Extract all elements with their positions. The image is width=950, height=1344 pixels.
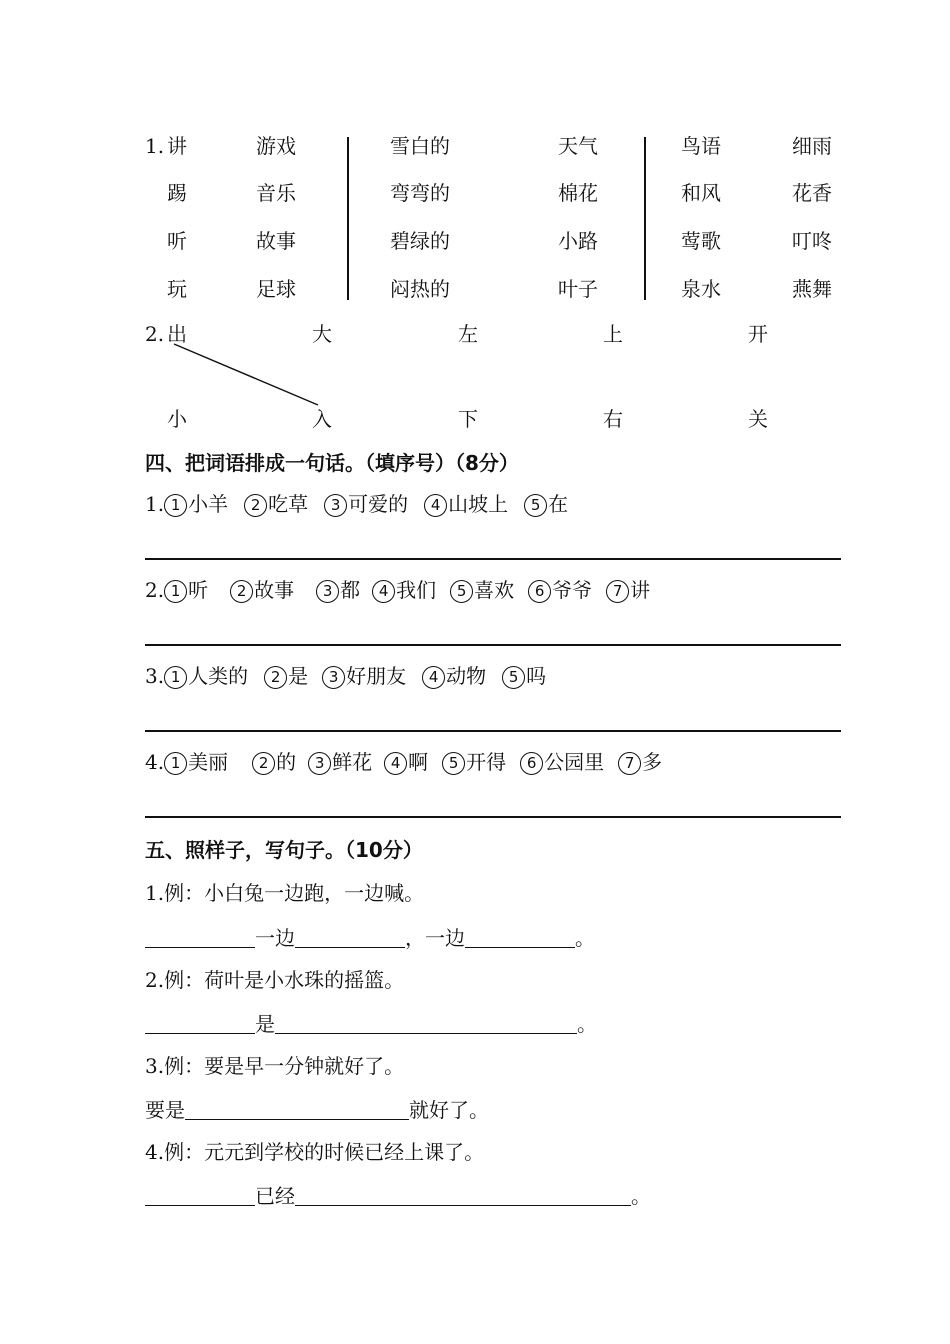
option [316,580,360,603]
circled-number: 5 [450,580,473,603]
bottom-word: 入 [312,407,332,431]
bottom-word: 右 [603,407,623,431]
example-sentence-4: 4.例：元元到学校的时候已经上课了。 [145,1140,485,1164]
question-number: 2. [145,578,165,602]
section4-question-4 [145,752,678,775]
blank[interactable] [465,927,575,948]
word: 故事 [256,229,296,253]
option-word: 好朋友 [346,664,407,688]
matching2-number: 2. [145,322,165,346]
fill-sentence-3 [145,1099,489,1120]
fill-text: 是 [255,1012,275,1036]
word: 足球 [256,277,296,301]
option-word: 我们 [396,578,437,602]
word: 闷热的 [390,277,450,301]
option-word: 啊 [408,750,429,774]
option-word: 讲 [630,578,651,602]
option [230,580,294,603]
word: 燕舞 [792,277,832,301]
circled-number: 1 [164,666,187,689]
fill-sentence-4 [145,1185,651,1206]
option-word: 吗 [526,664,547,688]
circled-number: 1 [164,494,187,517]
word: 游戏 [256,134,296,158]
option [164,494,228,517]
circled-number: 2 [264,666,287,689]
word: 讲 [167,134,187,158]
question-number: 3. [145,664,165,688]
word: 踢 [167,181,187,205]
option-word: 动物 [446,664,487,688]
word: 和风 [681,181,721,205]
option-word: 美丽 [188,750,229,774]
option-word: 可爱的 [348,492,409,516]
matching1-number: 1. [145,134,165,158]
section4-question-2 [145,580,666,603]
blank[interactable] [295,927,405,948]
question-number: 1. [145,492,165,516]
fill-text: ，一边 [405,926,465,950]
fill-text: 就好了。 [409,1098,489,1122]
option-word: 都 [340,578,361,602]
word: 泉水 [681,277,721,301]
option-word: 公园里 [544,750,605,774]
fill-text: 。 [575,926,595,950]
option-word: 爷爷 [552,578,593,602]
fill-text: 一边 [255,926,295,950]
bottom-word: 下 [458,407,478,431]
top-word: 出 [167,322,187,346]
bottom-word: 关 [748,407,768,431]
word: 叮咚 [792,229,832,253]
word: 音乐 [256,181,296,205]
blank[interactable] [275,1013,577,1034]
option-word: 故事 [254,578,295,602]
option-word: 山坡上 [448,492,509,516]
circled-number: 1 [164,580,187,603]
option-word: 的 [276,750,297,774]
word: 莺歌 [681,229,721,253]
example-sentence-2: 2.例：荷叶是小水珠的摇篮。 [145,968,405,992]
circled-number: 5 [502,666,525,689]
word: 细雨 [792,134,832,158]
word: 玩 [167,277,187,301]
answer-line[interactable] [145,558,841,560]
circled-number: 3 [324,494,347,517]
option [384,752,428,775]
section4-question-1 [145,494,584,517]
option-word: 在 [548,492,569,516]
option [424,494,508,517]
top-word: 开 [748,322,768,346]
blank[interactable] [145,1013,255,1034]
option [252,752,296,775]
option [524,494,568,517]
example-sentence-1: 1.例：小白兔一边跑，一边喊。 [145,881,425,905]
option-word: 小羊 [188,492,229,516]
question-number: 4. [145,750,165,774]
circled-number: 4 [424,494,447,517]
option [528,580,592,603]
option-word: 是 [288,664,309,688]
circled-number: 3 [308,752,331,775]
option-word: 听 [188,578,209,602]
word: 叶子 [558,277,598,301]
blank[interactable] [145,1185,255,1206]
circled-number: 2 [244,494,267,517]
bottom-word: 小 [167,407,187,431]
connector-line-example [174,344,318,405]
answer-line[interactable] [145,644,841,646]
word: 听 [167,229,187,253]
circled-number: 4 [384,752,407,775]
option [264,666,308,689]
option-word: 多 [642,750,663,774]
circled-number: 7 [606,580,629,603]
circled-number: 7 [618,752,641,775]
top-word: 大 [312,322,332,346]
section4-question-3 [145,666,562,689]
circled-number: 3 [316,580,339,603]
top-word: 左 [458,322,478,346]
answer-line[interactable] [145,816,841,818]
circled-number: 1 [164,752,187,775]
word: 弯弯的 [390,181,450,205]
circled-number: 2 [230,580,253,603]
fill-sentence-1 [145,927,595,948]
blank[interactable] [185,1099,409,1120]
top-word: 上 [603,322,623,346]
circled-number: 3 [322,666,345,689]
word: 雪白的 [390,134,450,158]
option [308,752,372,775]
section5-heading: 五、照样子，写句子。（10分） [145,838,423,862]
word: 小路 [558,229,598,253]
word: 碧绿的 [390,229,450,253]
option [244,494,308,517]
option-word: 人类的 [188,664,249,688]
circled-number: 6 [528,580,551,603]
fill-text: 。 [631,1184,651,1208]
word: 棉花 [558,181,598,205]
option [324,494,408,517]
section4-heading: 四、把词语排成一句话。（填序号）（8分） [145,451,519,475]
option-word: 吃草 [268,492,309,516]
option [164,580,208,603]
option [372,580,436,603]
option [322,666,406,689]
option [164,752,228,775]
word: 天气 [558,134,598,158]
option-word: 鲜花 [332,750,373,774]
circled-number: 2 [252,752,275,775]
word: 花香 [792,181,832,205]
option [618,752,662,775]
option [450,580,514,603]
fill-text: 要是 [145,1098,185,1122]
circled-number: 5 [442,752,465,775]
option [422,666,486,689]
answer-line[interactable] [145,730,841,732]
option [606,580,650,603]
option [442,752,506,775]
option [502,666,546,689]
option [520,752,604,775]
option [164,666,248,689]
fill-sentence-2 [145,1013,597,1034]
circled-number: 4 [422,666,445,689]
circled-number: 6 [520,752,543,775]
word: 鸟语 [681,134,721,158]
fill-text: 。 [577,1012,597,1036]
blank[interactable] [145,927,255,948]
option-word: 喜欢 [474,578,515,602]
circled-number: 5 [524,494,547,517]
circled-number: 4 [372,580,395,603]
blank[interactable] [295,1185,631,1206]
example-sentence-3: 3.例：要是早一分钟就好了。 [145,1054,405,1078]
fill-text: 已经 [255,1184,295,1208]
option-word: 开得 [466,750,507,774]
